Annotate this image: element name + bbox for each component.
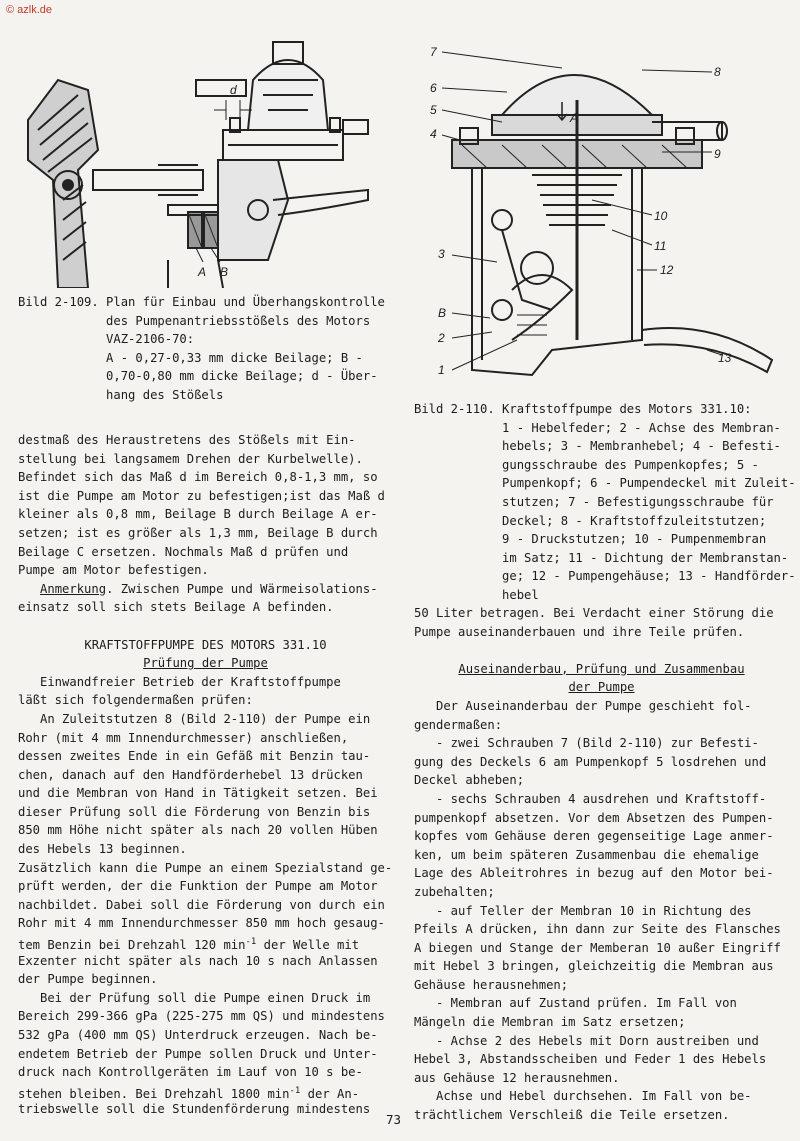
text-line: [18, 431, 393, 450]
text-line: [414, 827, 789, 846]
text-line: [414, 883, 789, 902]
line-text: aus Gehäuse 12 herausnehmen.: [414, 1070, 620, 1085]
text-line: [18, 561, 393, 580]
text-line: [414, 902, 789, 921]
text-line: [18, 710, 393, 729]
text-line: [414, 920, 789, 939]
caption-line: Bild 2-110. Kraftstoffpumpe des Motors 331.10:: [414, 402, 752, 416]
text-line: [414, 939, 789, 958]
caption-line: im Satz; 11 - Dichtung der Membranstan-: [414, 550, 789, 565]
line-text-after: der An-: [300, 1086, 360, 1101]
line-text: Rohr mit 4 mm Innendurchmesser 850 mm hoch gesaug-: [18, 916, 385, 931]
line-text: Lage des Ableitrohres in bezug auf den Motor bei-: [414, 866, 774, 881]
text-line: [414, 1069, 789, 1088]
text-line: [414, 790, 789, 809]
line-text: Pumpe auseinanderbauen und ihre Teile prüfen.: [414, 624, 745, 639]
superscript: -1: [289, 1085, 301, 1096]
text-line: [18, 1026, 393, 1045]
figure2-label-11: 11: [654, 239, 667, 253]
line-text: KRAFTSTOFFPUMPE DES MOTORS 331.10: [84, 637, 327, 652]
line-text: dessen zweites Ende in ein Gefäß mit Benzin tau-: [18, 749, 371, 764]
text-line: [414, 697, 789, 716]
text-line: [414, 864, 789, 883]
text-line: [18, 691, 393, 710]
line-text: . Zwischen Pumpe und Wärmeisolations-: [106, 581, 378, 596]
text-line: [414, 1087, 789, 1106]
caption-line: hang des Stößels: [18, 387, 224, 402]
caption-line: 9 - Druckstutzen; 10 - Pumpenmembran: [414, 532, 767, 547]
text-line: [18, 580, 393, 599]
text-line: [18, 617, 393, 636]
figure2-label-b: B: [438, 306, 447, 320]
line-text: und die Membran von Hand in Tätigkeit setzen. Bei: [18, 786, 378, 801]
line-text: Einwandfreier Betrieb der Kraftstoffpumpe: [18, 674, 341, 689]
line-text: dieser Prüfung soll die Förderung von Benzin bis: [18, 804, 371, 819]
figure2-label-9: 9: [714, 147, 721, 161]
line-text: Der Auseinanderbau der Pumpe geschieht fol-: [414, 698, 752, 713]
text-line: [18, 970, 393, 989]
text-line: [18, 803, 393, 822]
line-text: An Zuleitstutzen 8 (Bild 2-110) der Pumpe ein: [18, 711, 371, 726]
text-line: [414, 846, 789, 865]
superscript: -1: [245, 937, 257, 948]
line-text: gung des Deckels 6 am Pumpenkopf 5 losdrehen und: [414, 754, 767, 769]
line-text: zubehalten;: [414, 884, 495, 899]
line-text: Befindet sich das Maß d im Bereich 0,8-1,3 mm, so: [18, 470, 378, 485]
text-line: [18, 1045, 393, 1064]
text-line: [18, 896, 393, 915]
line-text: des Hebels 13 beginnen.: [18, 842, 187, 857]
left-text-column: [18, 431, 393, 1119]
text-line: [18, 543, 393, 562]
text-line: [18, 487, 393, 506]
text-line: [18, 784, 393, 803]
line-text: kleiner als 0,8 mm, Beilage B durch Beilage A er-: [18, 507, 378, 522]
line-text: druck nach Kontrollgeräten im Lauf von 10 s be-: [18, 1065, 363, 1080]
text-line: [18, 1082, 393, 1101]
line-text: Achse und Hebel durchsehen. Im Fall von be-: [414, 1089, 752, 1104]
text-line: [18, 524, 393, 543]
text-line: [18, 598, 393, 617]
underlined-text: Auseinanderbau, Prüfung und Zusammenbau: [458, 661, 745, 676]
text-line: [18, 505, 393, 524]
line-text: 50 Liter betragen. Bei Verdacht einer Störung die: [414, 606, 774, 620]
line-text: Zusätzlich kann die Pumpe an einem Spezialstand ge-: [18, 860, 393, 875]
line-text: Rohr (mit 4 mm Innendurchmesser) anschließen,: [18, 730, 349, 745]
figure-2-110-drawing: [412, 40, 787, 392]
line-text-after: der Welle mit: [256, 938, 360, 953]
figure2-label-5: 5: [430, 103, 437, 117]
figure2-label-3: 3: [438, 247, 445, 261]
line-text: stellung bei langsamem Drehen der Kurbelwelle).: [18, 451, 363, 466]
caption-line: hebels; 3 - Membranhebel; 4 - Befesti-: [414, 439, 781, 454]
section-heading: [414, 660, 789, 679]
site-logo: © azlk.de: [6, 4, 53, 16]
underlined-text: Prüfung der Pumpe: [143, 656, 268, 671]
figure1-label-d: d: [230, 83, 237, 97]
figure-2-109-caption: [18, 293, 385, 405]
text-line: [18, 1007, 393, 1026]
text-line: [18, 840, 393, 859]
section-heading: [18, 654, 393, 673]
line-text: - Achse 2 des Hebels mit Dorn austreiben und: [414, 1033, 759, 1048]
text-line: [18, 952, 393, 971]
text-line: [414, 623, 789, 642]
line-text: kopfes vom Gehäuse deren gegenseitige Lage anmer-: [414, 829, 774, 844]
caption-line: VAZ-2106-70:: [18, 332, 195, 347]
text-line: [414, 957, 789, 976]
text-line: [414, 734, 789, 753]
line-text: triebswelle soll die Stundenförderung mindestens: [18, 1102, 371, 1117]
text-line: [414, 994, 789, 1013]
caption-line: Deckel; 8 - Kraftstoffzuleitstutzen;: [414, 513, 767, 528]
caption-line: Bild 2-109. Plan für Einbau und Überhangskontrolle: [18, 295, 385, 309]
figure2-label-8: 8: [714, 65, 721, 79]
line-text: gendermaßen:: [414, 717, 503, 732]
line-text: Pfeils A drücken, ihn dann zur Seite des Flansches: [414, 922, 781, 937]
line-text: tem Benzin bei Drehzahl 120 min: [18, 938, 246, 953]
figure2-label-2: 2: [438, 331, 445, 345]
caption-line: 1 - Hebelfeder; 2 - Achse des Membran-: [414, 420, 781, 435]
line-text: setzen; ist es größer als 1,3 mm, Beilage B durch: [18, 525, 378, 540]
caption-line: 0,70-0,80 mm dicke Beilage; d - Über-: [18, 369, 378, 384]
text-line: [414, 1106, 789, 1125]
line-text: - sechs Schrauben 4 ausdrehen und Kraftstoff-: [414, 791, 767, 806]
text-line: [18, 729, 393, 748]
text-line: [18, 914, 393, 933]
caption-line: hebel: [414, 587, 539, 602]
line-text: einsatz soll sich stets Beilage A befinden.: [18, 600, 334, 615]
line-text: läßt sich folgendermaßen prüfen:: [18, 693, 253, 708]
figure2-label-10: 10: [654, 209, 668, 223]
text-line: [414, 641, 789, 660]
line-text: endetem Betrieb der Pumpe sollen Druck und Unter-: [18, 1046, 378, 1061]
text-line: [414, 604, 789, 623]
figure2-label-13: 13: [718, 351, 732, 365]
line-text: ist die Pumpe am Motor zu befestigen;ist das Maß d: [18, 488, 385, 503]
figure2-label-6: 6: [430, 81, 437, 95]
text-line: [18, 450, 393, 469]
figure2-label-7: 7: [430, 45, 437, 59]
line-text: Bei der Prüfung soll die Pumpe einen Druck im: [18, 990, 371, 1005]
caption-line: A - 0,27-0,33 mm dicke Beilage; B -: [18, 350, 363, 365]
text-line: [414, 1032, 789, 1051]
text-line: [414, 1013, 789, 1032]
line-text: prüft werden, der die Funktion der Pumpe am Motor: [18, 879, 378, 894]
caption-line: Pumpenkopf; 6 - Pumpendeckel mit Zuleit-: [414, 476, 796, 491]
text-line: [18, 673, 393, 692]
line-text: 532 gPa (400 mm QS) Unterdruck erzeugen. Nach be-: [18, 1028, 378, 1042]
figure2-label-a: A: [570, 111, 579, 125]
text-line: [18, 468, 393, 487]
figure1-label-b: B: [220, 265, 229, 279]
figure2-label-1: 1: [438, 363, 445, 377]
line-text: Mängeln die Membran im Satz ersetzen;: [414, 1015, 686, 1030]
line-text: A biegen und Stange der Memberan 10 außer Eingriff: [414, 940, 781, 955]
right-text-column: [414, 604, 789, 1125]
line-text: Pumpe am Motor befestigen.: [18, 563, 209, 578]
line-text: - auf Teller der Membran 10 in Richtung des: [414, 903, 752, 918]
line-text: trächtlichem Verschleiß die Teile ersetzen.: [414, 1108, 730, 1123]
text-line: [414, 1050, 789, 1069]
section-heading: [414, 678, 789, 697]
line-text: Deckel abheben;: [414, 773, 525, 788]
line-text: - zwei Schrauben 7 (Bild 2-110) zur Befesti-: [414, 736, 759, 751]
text-line: [18, 821, 393, 840]
line-text: 850 mm Höhe nicht später als nach 20 vollen Hüben: [18, 823, 378, 838]
underlined-text: der Pumpe: [568, 680, 635, 695]
text-line: [18, 859, 393, 878]
caption-line: stutzen; 7 - Befestigungsschraube für: [414, 494, 774, 509]
text-line: [414, 976, 789, 995]
text-line: [18, 766, 393, 785]
caption-line: ge; 12 - Pumpengehäuse; 13 - Handförder-: [414, 569, 796, 584]
text-line: [18, 989, 393, 1008]
text-line: [414, 716, 789, 735]
line-text: - Membran auf Zustand prüfen. Im Fall von: [414, 996, 737, 1011]
line-text: destmaß des Heraustretens des Stößels mit Ein-: [18, 433, 356, 447]
line-text: nachbildet. Dabei soll die Förderung von durch ein: [18, 897, 385, 912]
text-line: [18, 933, 393, 952]
text-line: [18, 1100, 393, 1119]
figure-2-110-caption: [414, 400, 796, 605]
line-text: der Pumpe beginnen.: [18, 972, 158, 987]
line-text: Beilage C ersetzen. Nochmals Maß d prüfen und: [18, 544, 349, 559]
figure2-label-4: 4: [430, 127, 437, 141]
line-text: mit Hebel 3 bringen, gleichzeitig die Membran aus: [414, 959, 774, 974]
section-heading: [18, 636, 393, 655]
figure-2-109-drawing: [18, 20, 378, 288]
text-line: [414, 753, 789, 772]
text-line: [414, 809, 789, 828]
line-text: Exzenter nicht später als nach 10 s nach Anlassen: [18, 953, 378, 968]
line-text: stehen bleiben. Bei Drehzahl 1800 min: [18, 1086, 290, 1101]
caption-line: des Pumpenantriebsstößels des Motors: [18, 313, 371, 328]
line-text: Bereich 299-366 gPa (225-275 mm QS) und mindestens: [18, 1009, 385, 1024]
line-text: chen, danach auf den Handförderhebel 13 drücken: [18, 767, 363, 782]
caption-line: gungsschraube des Pumpenkopfes; 5 -: [414, 457, 759, 472]
line-text: ken, um beim späteren Zusammenbau die ehemalige: [414, 847, 759, 862]
line-text: Gehäuse herausnehmen;: [414, 977, 569, 992]
text-line: [18, 877, 393, 896]
figure2-label-12: 12: [660, 263, 674, 277]
text-line: [18, 1063, 393, 1082]
page-number: 73: [386, 1112, 402, 1127]
line-text: pumpenkopf absetzen. Vor dem Absetzen des Pumpen-: [414, 810, 774, 825]
figure1-label-a: A: [198, 265, 207, 279]
line-text: Hebel 3, Abstandsscheiben und Feder 1 des Hebels: [414, 1052, 767, 1067]
text-line: [18, 747, 393, 766]
underlined-text: Anmerkung: [40, 581, 107, 596]
text-line: [414, 771, 789, 790]
